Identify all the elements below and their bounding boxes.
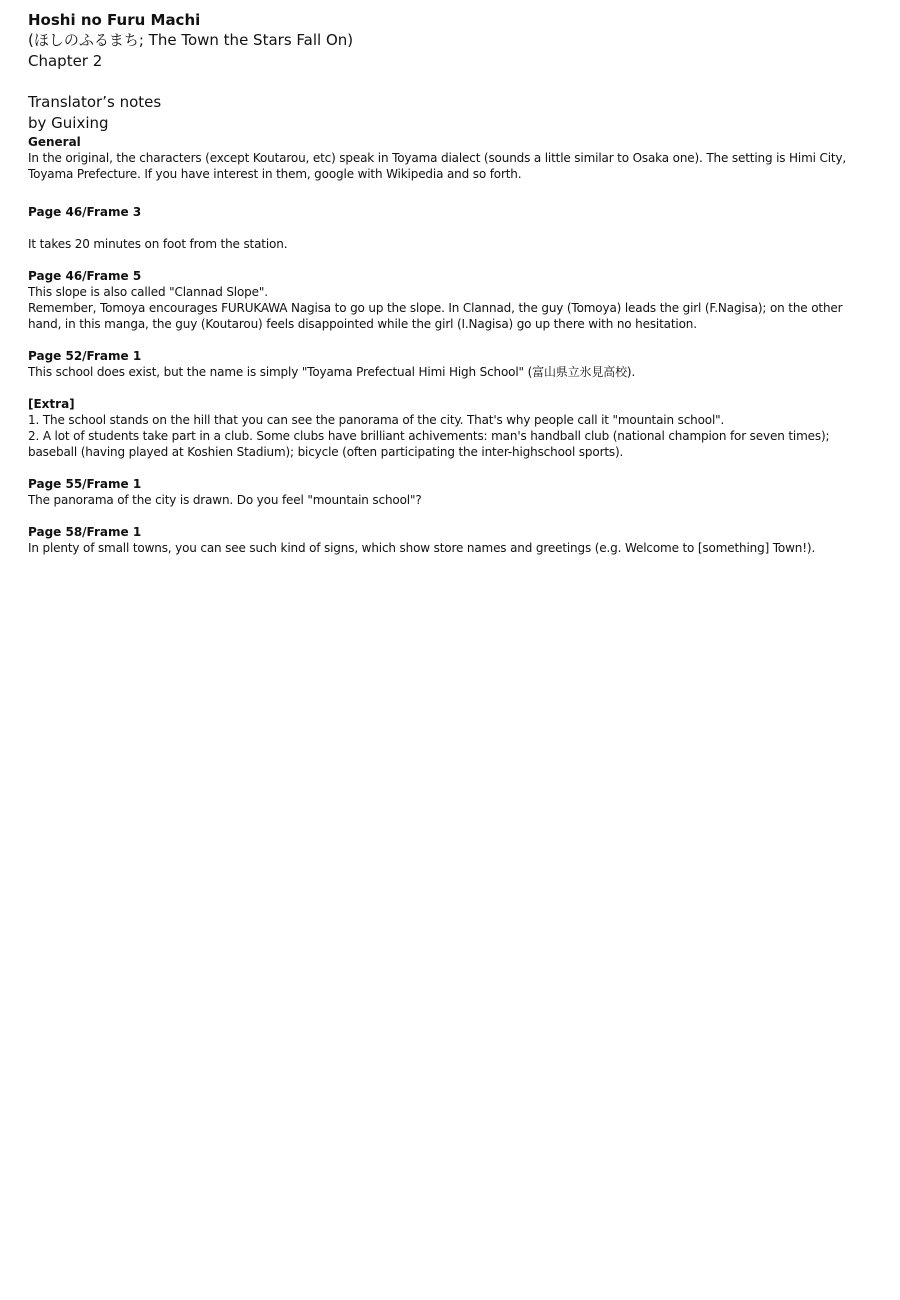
section-text: In plenty of small towns, you can see such kind of signs, which show store names and greetings (e.g. Welcome to [something] Town!).	[28, 541, 816, 555]
section-text: The panorama of the city is drawn. Do you feel "mountain school"?	[28, 493, 422, 507]
chapter-label: Chapter 2	[28, 52, 103, 70]
section-heading: Page 46/Frame 5	[28, 269, 142, 283]
section-text: Remember, Tomoya encourages FURUKAWA Nagisa to go up the slope. In Clannad, the guy (Tomoya) leads the girl (F.Nagisa); on the other hand, in this manga, the guy (Koutarou) feels disappointed while the girl (I.Nagisa) go up there with no hesitation.	[28, 301, 843, 331]
section-page-46-frame-5	[28, 268, 873, 332]
section-heading: General	[28, 135, 81, 149]
document-title: Hoshi no Furu Machi	[28, 11, 201, 29]
section-page-58-frame-1	[28, 524, 873, 556]
section-text: 2. A lot of students take part in a club. Some clubs have brilliant achivements: man's handball club (national champion for seven times); baseball (having played at Koshien Stadium); bicycle (often participating the inter-highschool sports).	[28, 429, 830, 459]
document-subtitle: (ほしのふるまち; The Town the Stars Fall On)	[28, 31, 354, 49]
section-heading: Page 55/Frame 1	[28, 477, 142, 491]
section-page-46-frame-3	[28, 204, 873, 252]
section-page-52-frame-1	[28, 348, 873, 380]
section-heading: [Extra]	[28, 397, 75, 411]
section-heading: Page 58/Frame 1	[28, 525, 142, 539]
notes-heading: Translator’s notes	[28, 93, 162, 111]
section-page-55-frame-1	[28, 476, 873, 508]
section-heading: Page 52/Frame 1	[28, 349, 142, 363]
section-text: This slope is also called "Clannad Slope".	[28, 285, 268, 299]
section-text: In the original, the characters (except Koutarou, etc) speak in Toyama dialect (sounds a little similar to Osaka one). The setting is Himi City, Toyama Prefecture. If you have interest in them, google with Wikipedia and so forth.	[28, 151, 847, 181]
section-text: 1. The school stands on the hill that you can see the panorama of the city. That's why people call it "mountain school".	[28, 413, 725, 427]
section-text: It takes 20 minutes on foot from the station.	[28, 237, 288, 251]
section-text: This school does exist, but the name is simply "Toyama Prefectual Himi High School" (富山県立氷見高校).	[28, 365, 636, 379]
document-page	[28, 10, 873, 556]
section-heading: Page 46/Frame 3	[28, 205, 142, 219]
section-general	[28, 134, 873, 182]
section-extra	[28, 396, 873, 460]
notes-author: by Guixing	[28, 114, 109, 132]
